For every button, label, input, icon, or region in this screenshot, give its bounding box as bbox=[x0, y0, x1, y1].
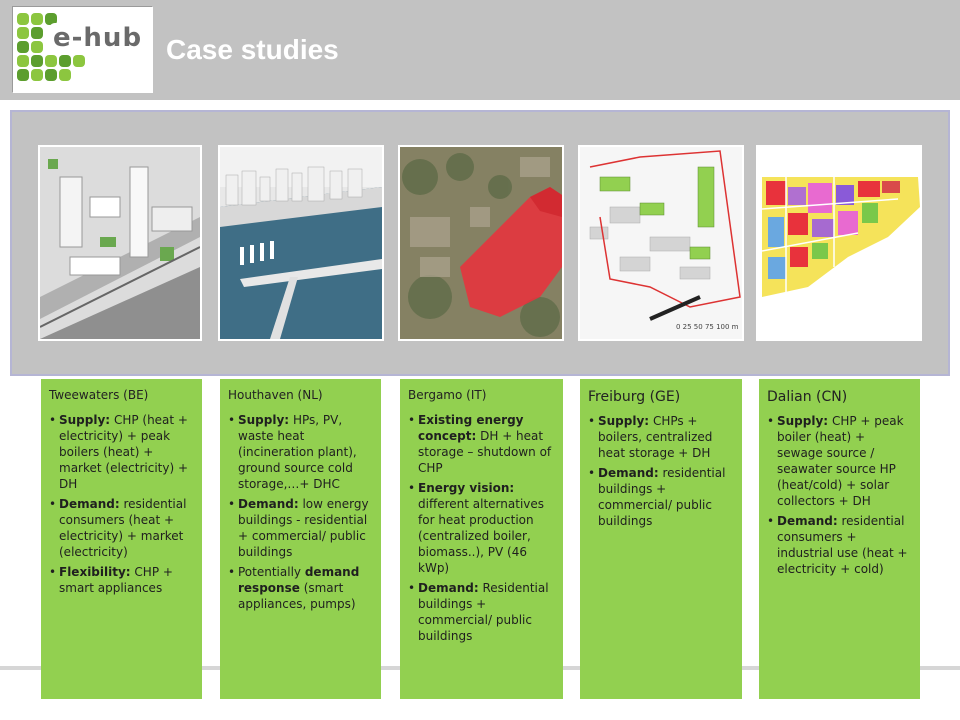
page-title: Case studies bbox=[166, 34, 339, 65]
list-item: • Demand: residential consumers + industrial use (heat + electricity + cold) bbox=[767, 513, 913, 577]
case-list bbox=[767, 413, 913, 577]
case-list bbox=[228, 412, 374, 612]
list-item: • Supply: CHP + peak boiler (heat) + sewage source / seawater source HP (heat/cold) + solar collectors + DH bbox=[767, 413, 913, 509]
list-item: • Supply: CHP (heat + electricity) + peak boilers (heat) + market (electricity) + DH bbox=[49, 412, 195, 492]
case-card-houthaven bbox=[220, 377, 381, 699]
case-list bbox=[408, 412, 556, 644]
list-item: • Demand: residential buildings + commercial/ public buildings bbox=[588, 465, 735, 529]
e-hub-logo bbox=[12, 6, 152, 92]
case-title: Houthaven (NL) bbox=[228, 388, 323, 402]
list-item: • Demand: Residential buildings + commercial/ public buildings bbox=[408, 580, 556, 644]
case-card-tweewaters bbox=[41, 377, 202, 699]
header-bar bbox=[0, 0, 960, 100]
case-list bbox=[49, 412, 195, 596]
case-title: Freiburg (GE) bbox=[588, 389, 681, 405]
case-card-dalian bbox=[759, 377, 920, 699]
list-item: • Flexibility: CHP + smart appliances bbox=[49, 564, 195, 596]
list-item: • Demand: low energy buildings - residential + commercial/ public buildings bbox=[228, 496, 374, 560]
tweewaters-image bbox=[38, 145, 202, 341]
bergamo-map-image bbox=[398, 145, 564, 341]
logo-text: e-hub bbox=[53, 23, 143, 53]
case-title: Bergamo (IT) bbox=[408, 388, 487, 402]
list-item: • Existing energy concept: DH + heat storage – shutdown of CHP bbox=[408, 412, 556, 476]
case-card-freiburg bbox=[580, 377, 742, 699]
list-item: • Demand: residential consumers (heat + electricity) + market (electricity) bbox=[49, 496, 195, 560]
houthaven-image bbox=[218, 145, 384, 341]
list-item: • Potentially demand response (smart appliances, pumps) bbox=[228, 564, 374, 612]
list-item: • Supply: CHPs + boilers, centralized heat storage + DH bbox=[588, 413, 735, 461]
case-card-bergamo bbox=[400, 377, 563, 699]
svg-text:0 25 50 75 100 m: 0 25 50 75 100 m bbox=[676, 323, 739, 331]
dalian-map-image bbox=[756, 145, 922, 341]
list-item: • Supply: HPs, PV, waste heat (incineration plant), ground source cold storage,…+ DHC bbox=[228, 412, 374, 492]
freiburg-image bbox=[578, 145, 744, 341]
list-item: • Energy vision: different alternatives for heat production (centralized boiler, biomass..), PV (46 kWp) bbox=[408, 480, 556, 576]
case-title: Dalian (CN) bbox=[767, 389, 848, 405]
case-title: Tweewaters (BE) bbox=[49, 388, 149, 402]
case-list bbox=[588, 413, 735, 529]
